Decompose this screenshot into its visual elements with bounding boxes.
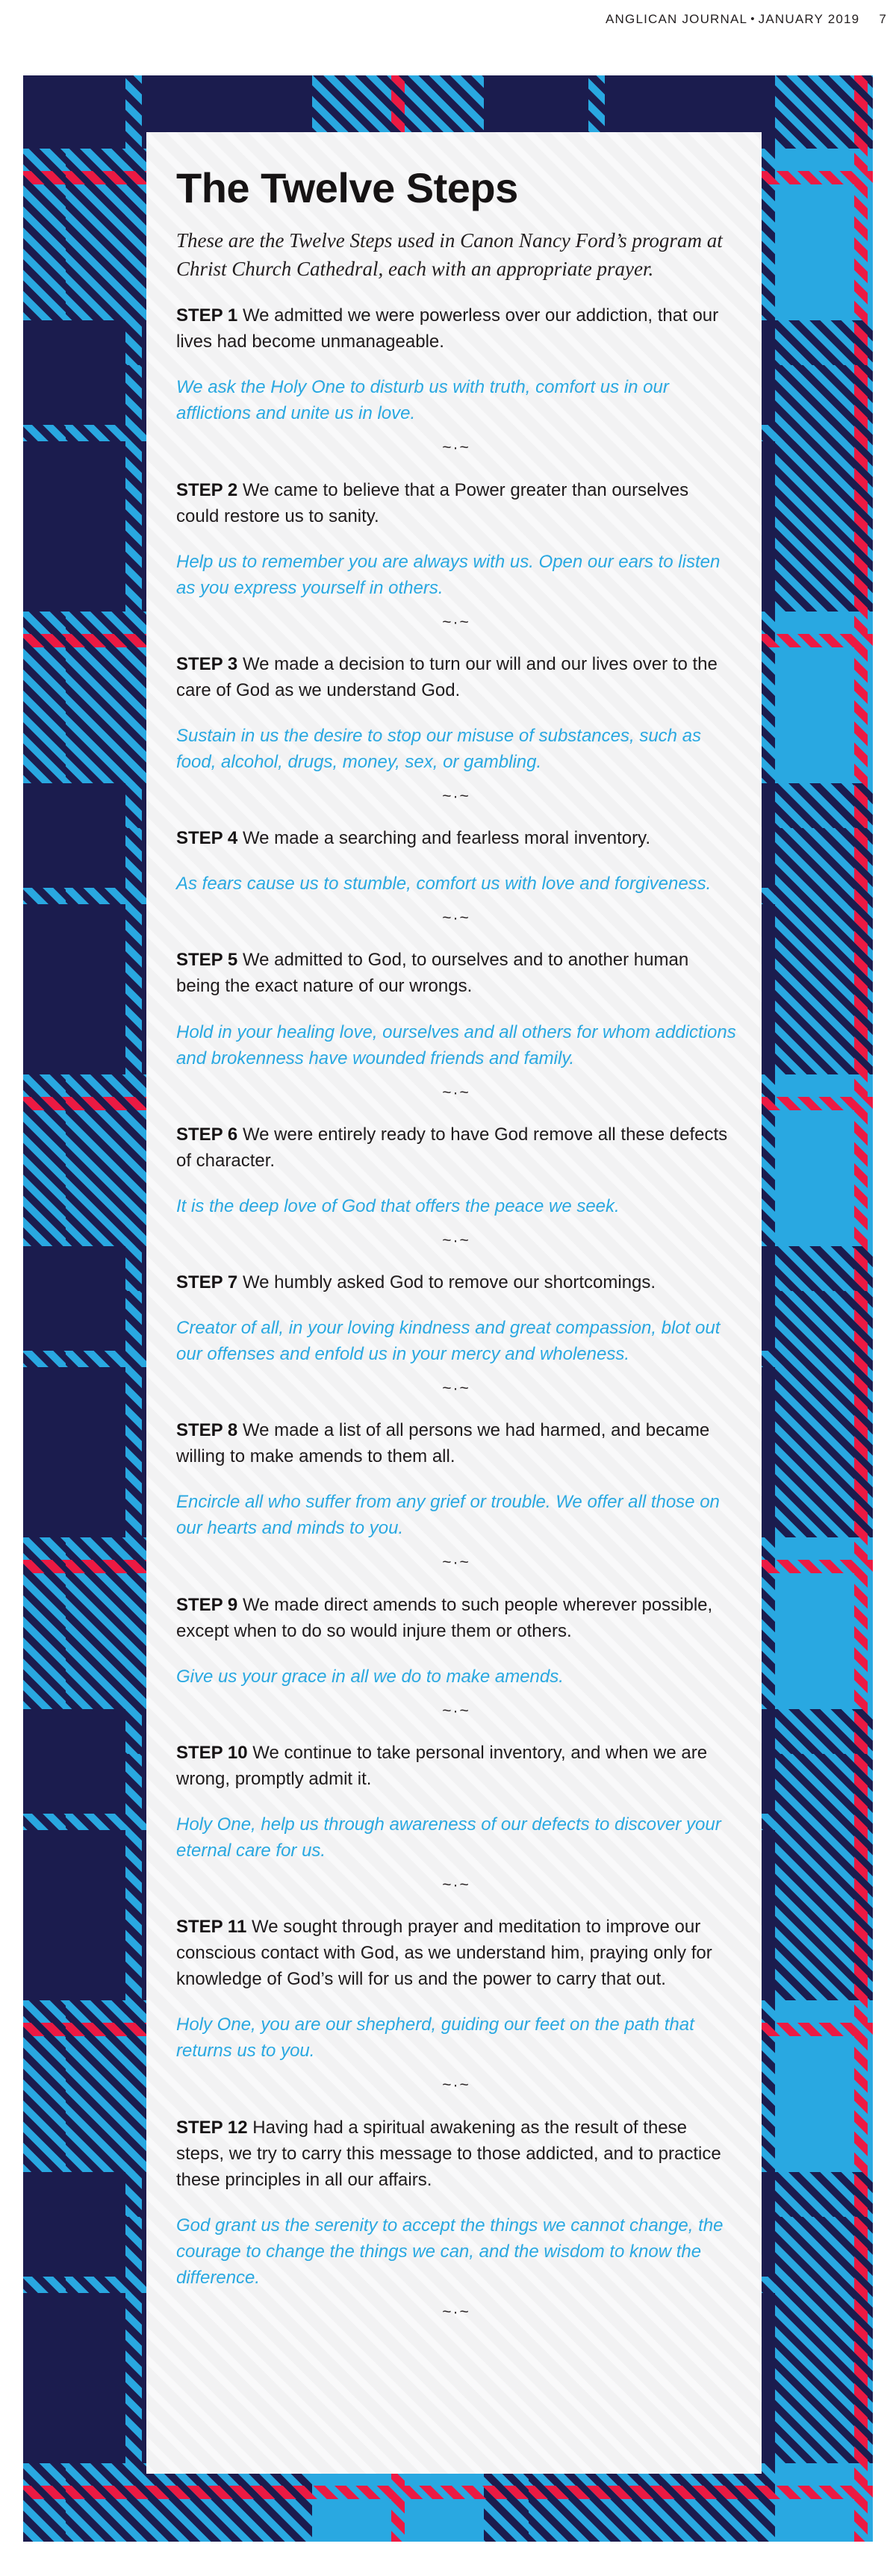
step-separator: ~·~ <box>442 1231 470 1249</box>
step-block <box>176 947 736 1101</box>
step-prayer: Holy One, you are our shepherd, guiding our feet on the path that returns us to you. <box>176 2015 694 2062</box>
step-label: STEP 3 <box>176 653 238 674</box>
step-prayer: Creator of all, in your loving kindness and great compassion, blot out our offenses and enfold us in your mercy and wholeness. <box>176 1318 721 1365</box>
step-body: We continue to take personal inventory, and when we are wrong, promptly admit it. <box>176 1742 708 1789</box>
step-block <box>176 302 736 457</box>
step-label: STEP 1 <box>176 305 238 326</box>
step-text <box>176 1417 736 1469</box>
step-text <box>176 1269 736 1295</box>
step-body: We were entirely ready to have God remove all these defects of character. <box>176 1124 728 1171</box>
step-label: STEP 10 <box>176 1742 248 1763</box>
step-label: STEP 8 <box>176 1420 238 1441</box>
step-block <box>176 825 736 927</box>
step-body: We sought through prayer and meditation to improve our conscious contact with God, as we understand him, praying only for knowledge of God’s will for us and the power to carry that out. <box>176 1917 712 1990</box>
step-body: We came to believe that a Power greater than ourselves could restore us to sanity. <box>176 479 689 526</box>
step-block <box>176 477 736 632</box>
step-separator: ~·~ <box>442 2076 470 2094</box>
step-separator: ~·~ <box>442 439 470 457</box>
step-prayer: God grant us the serenity to accept the things we cannot change, the courage to change the things we can, and the wisdom to know the difference. <box>176 2215 724 2288</box>
step-text <box>176 825 736 851</box>
step-separator: ~·~ <box>442 1554 470 1572</box>
step-separator: ~·~ <box>442 1876 470 1894</box>
step-label: STEP 7 <box>176 1272 238 1293</box>
step-body: We made a decision to turn our will and our lives over to the care of God as we understand God. <box>176 653 718 700</box>
step-label: STEP 5 <box>176 950 238 971</box>
step-separator: ~·~ <box>442 1083 470 1101</box>
step-text <box>176 1914 736 1992</box>
step-block <box>176 1121 736 1250</box>
step-text <box>176 1121 736 1174</box>
step-text <box>176 477 736 529</box>
step-prayer: Hold in your healing love, ourselves and all others for whom addictions and brokenness have wounded friends and family. <box>176 1021 736 1068</box>
step-body: We made a list of all persons we had harmed, and became willing to make amends to them all. <box>176 1420 710 1467</box>
journal-name: ANGLICAN JOURNAL <box>606 12 748 26</box>
step-separator: ~·~ <box>442 909 470 927</box>
step-body: We made a searching and fearless moral inventory. <box>242 828 650 849</box>
step-label: STEP 9 <box>176 1594 238 1615</box>
page-header <box>606 12 887 27</box>
step-label: STEP 12 <box>176 2117 248 2138</box>
step-body: We made direct amends to such people wherever possible, except when to do so would injure them or others. <box>176 1594 713 1641</box>
step-separator: ~·~ <box>442 1380 470 1398</box>
step-text <box>176 1592 736 1644</box>
article-intro: These are the Twelve Steps used in Canon Nancy Ford’s program at Christ Church Cathedral, each with an appropriate prayer. <box>176 228 723 280</box>
step-prayer: Encircle all who suffer from any grief or trouble. We offer all those on our hearts and minds to you. <box>176 1492 720 1539</box>
content-panel <box>146 132 762 2474</box>
step-block <box>176 1417 736 1572</box>
step-block <box>176 1269 736 1398</box>
step-body: Having had a spiritual awakening as the result of these steps, we try to carry this message to those addicted, and to practice these principles in all our affairs. <box>176 2117 721 2190</box>
step-label: STEP 11 <box>176 1917 247 1938</box>
bullet-separator: • <box>750 13 756 25</box>
step-label: STEP 4 <box>176 828 238 849</box>
step-block <box>176 651 736 806</box>
step-block <box>176 1592 736 1720</box>
step-body: We admitted to God, to ourselves and to another human being the exact nature of our wrongs. <box>176 950 689 997</box>
step-prayer: Sustain in us the desire to stop our misuse of substances, such as food, alcohol, drugs, money, sex, or gambling. <box>176 725 702 772</box>
step-text <box>176 302 736 355</box>
step-text <box>176 651 736 703</box>
step-prayer: Help us to remember you are always with us. Open our ears to listen as you express yourself in others. <box>176 551 721 598</box>
step-separator: ~·~ <box>442 1702 470 1720</box>
step-text <box>176 1740 736 1792</box>
step-separator: ~·~ <box>442 2303 470 2321</box>
step-block <box>176 1740 736 1894</box>
step-label: STEP 6 <box>176 1124 238 1145</box>
article-title: The Twelve Steps <box>176 164 518 211</box>
step-separator: ~·~ <box>442 788 470 805</box>
step-block <box>176 1914 736 2094</box>
step-label: STEP 2 <box>176 479 238 500</box>
step-separator: ~·~ <box>442 613 470 631</box>
step-prayer: It is the deep love of God that offers the peace we seek. <box>176 1195 620 1216</box>
step-prayer: Holy One, help us through awareness of our defects to discover your eternal care for us. <box>176 1814 721 1861</box>
step-block <box>176 2115 736 2321</box>
step-prayer: Give us your grace in all we do to make amends. <box>176 1666 564 1687</box>
issue-date: JANUARY 2019 <box>758 12 860 26</box>
step-prayer: As fears cause us to stumble, comfort us with love and forgiveness. <box>176 874 712 895</box>
step-body: We humbly asked God to remove our shortcomings. <box>242 1272 656 1293</box>
step-text <box>176 947 736 999</box>
step-text <box>176 2115 736 2193</box>
step-prayer: We ask the Holy One to disturb us with truth, comfort us in our afflictions and unite us in love. <box>176 377 669 424</box>
page-number: 7 <box>879 12 887 26</box>
step-body: We admitted we were powerless over our addiction, that our lives had become unmanageable. <box>176 305 719 352</box>
